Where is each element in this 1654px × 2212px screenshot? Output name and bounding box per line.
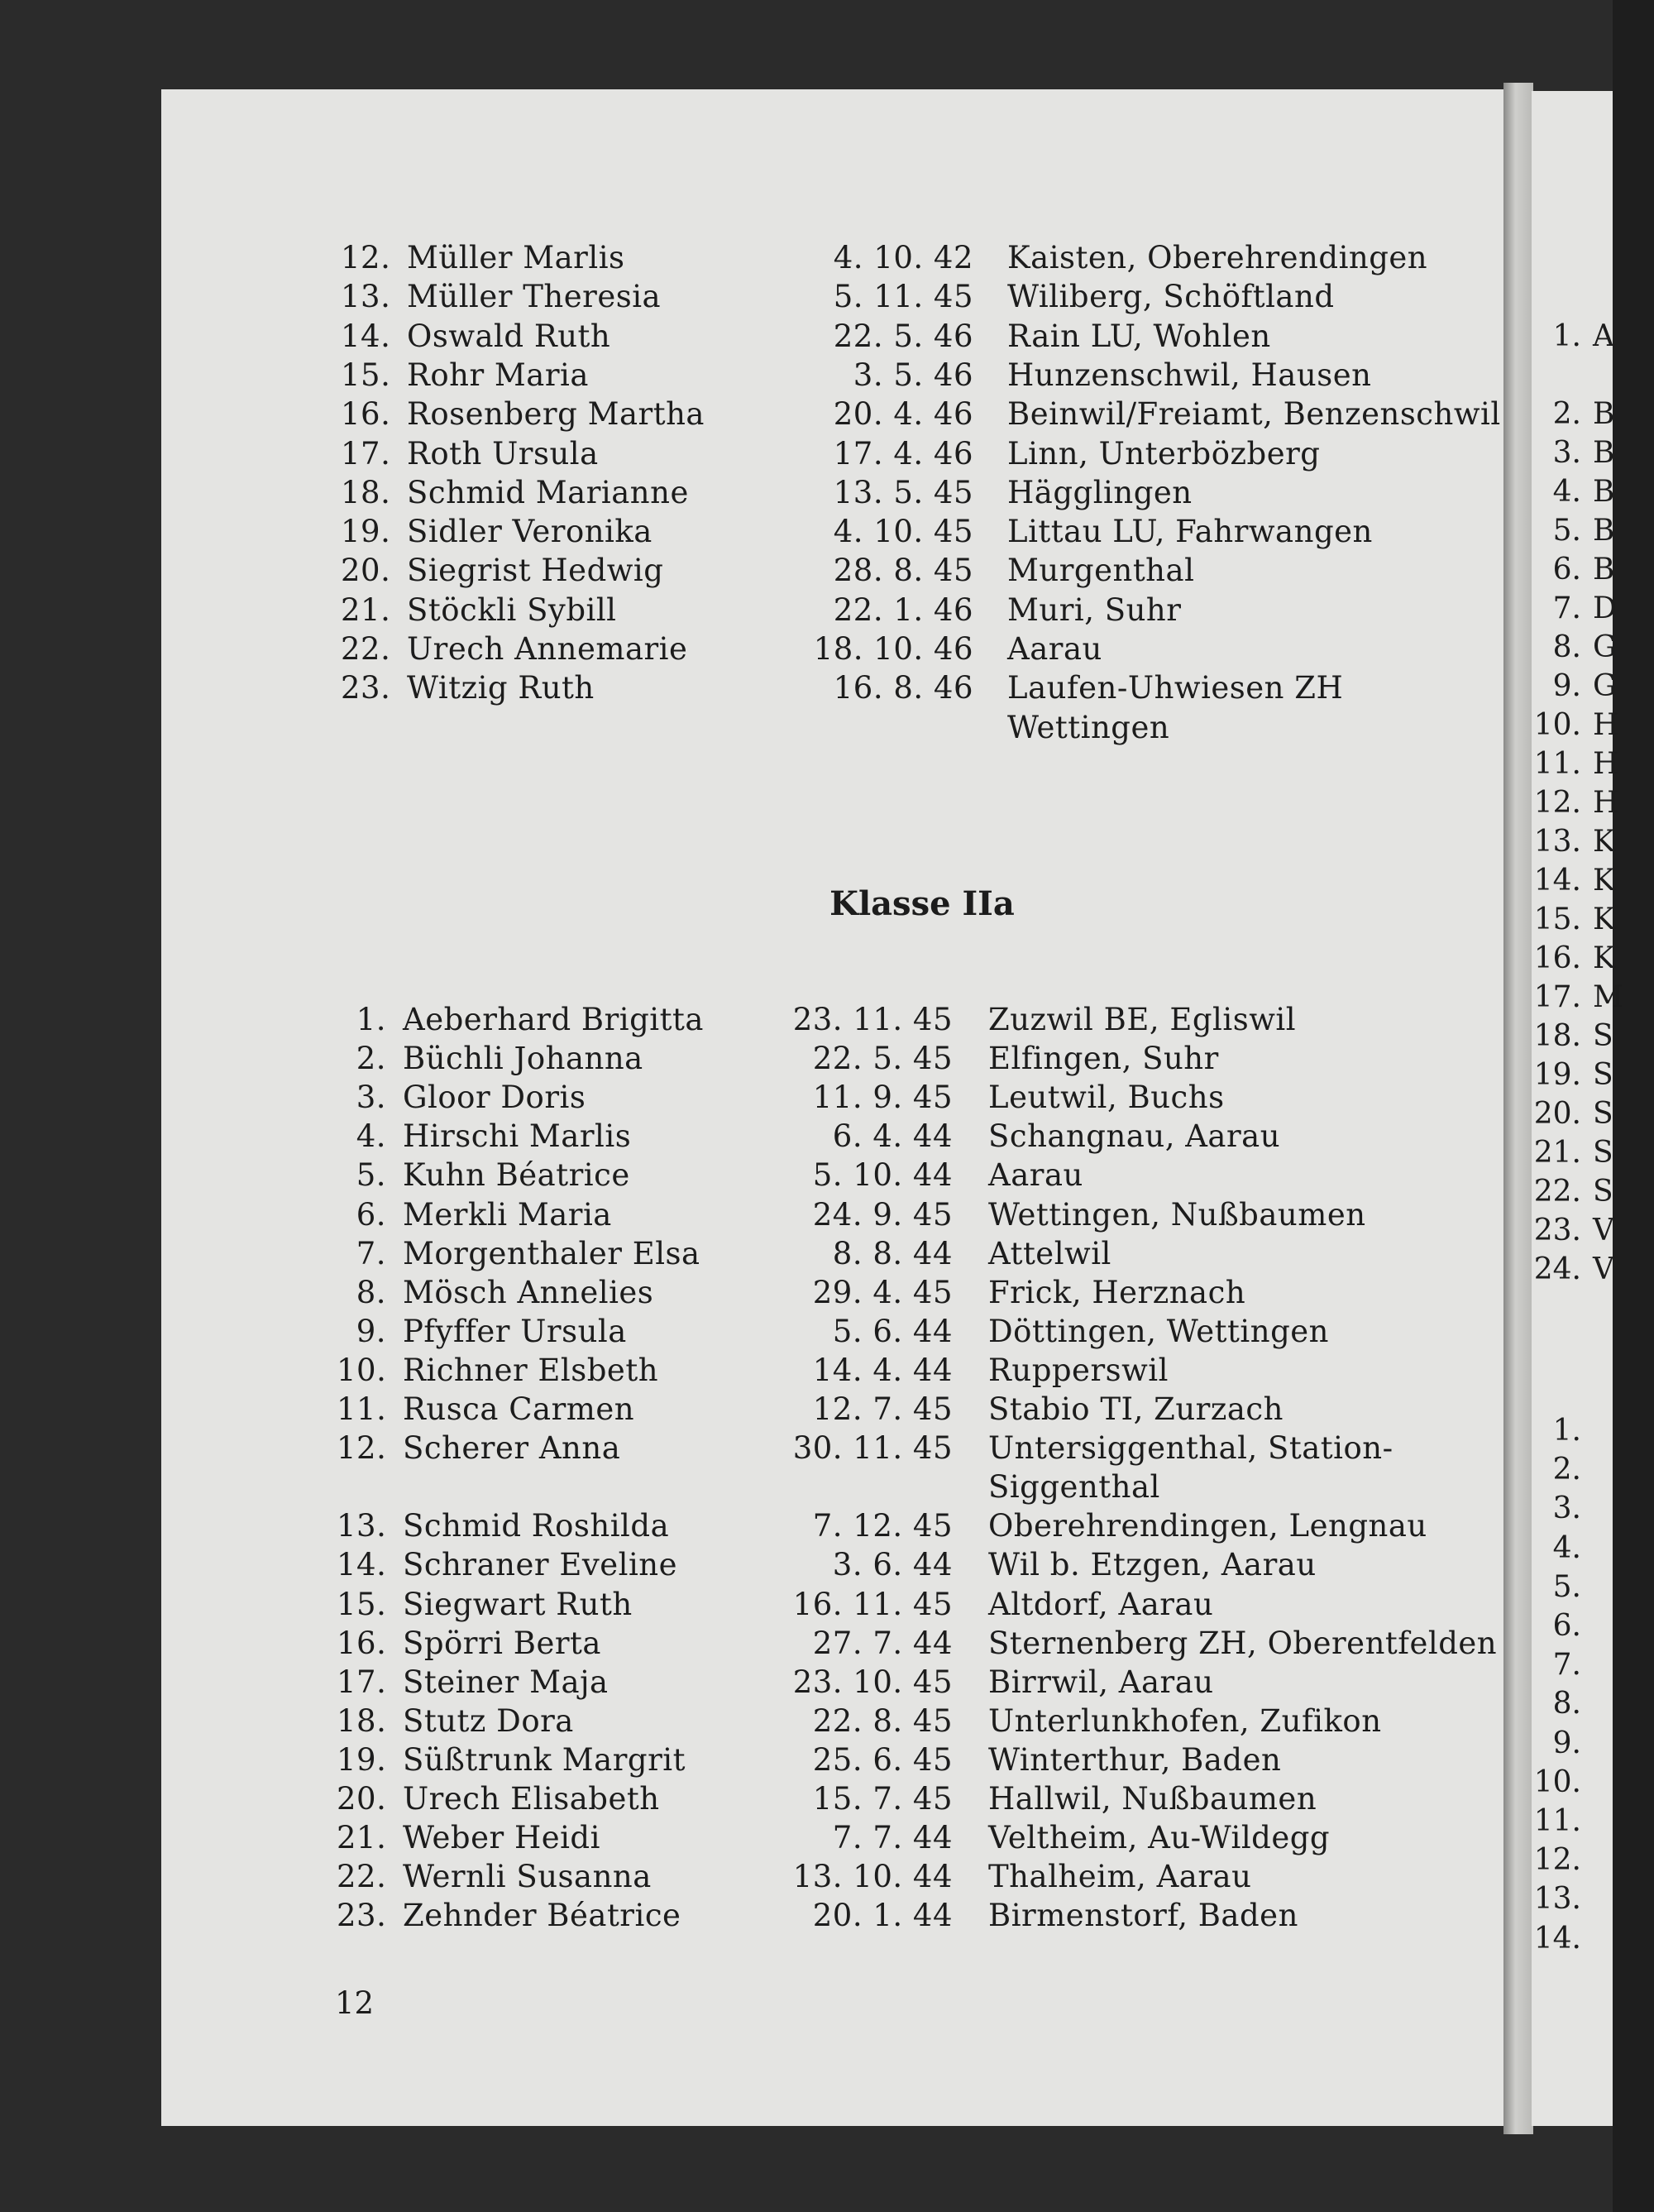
table-row — [0, 551, 1489, 590]
birth-date: 20. 1. 44 — [812, 1898, 953, 1934]
home-place: Hägglingen — [1007, 474, 1193, 510]
list-item — [1532, 1764, 1581, 1802]
entry-number: 7. — [1552, 591, 1581, 625]
home-place: Stabio TI, Zurzach — [988, 1391, 1284, 1427]
entry-number: 4. — [1552, 1530, 1581, 1565]
truncated-name: S — [1593, 1019, 1613, 1053]
entry-number: 13. — [1533, 1882, 1581, 1917]
table-row — [0, 1663, 1489, 1702]
student-name: Schmid Roshilda — [403, 1508, 670, 1544]
birth-date: 28. 8. 45 — [833, 553, 973, 589]
truncated-name: B — [1593, 436, 1615, 470]
list-item — [1532, 629, 1617, 667]
student-name: Urech Elisabeth — [403, 1781, 660, 1817]
entry-number: 5. — [1552, 1569, 1581, 1604]
birth-date: 15. 7. 45 — [812, 1781, 953, 1817]
list-item — [1532, 1017, 1613, 1056]
entry-number: 4. — [1552, 475, 1581, 509]
entry-number: 1. — [1552, 319, 1581, 353]
birth-date: 18. 10. 46 — [813, 631, 973, 667]
list-item — [1532, 1412, 1581, 1450]
entry-number: 21. — [1533, 1136, 1581, 1170]
table-row — [0, 1000, 1489, 1039]
home-place: Littau LU, Fahrwangen — [1007, 514, 1373, 550]
student-name: Stöckli Sybill — [407, 591, 617, 628]
truncated-name: S — [1593, 1175, 1613, 1209]
list-item — [1532, 512, 1614, 550]
birth-date: 29. 4. 45 — [812, 1274, 953, 1310]
next-page-edge — [1532, 91, 1623, 2126]
list-item — [1532, 1880, 1581, 1918]
home-place: Hunzenschwil, Hausen — [1007, 357, 1372, 393]
entry-number: 12. — [1533, 786, 1581, 820]
list-item — [1532, 551, 1614, 589]
list-item — [1532, 1251, 1614, 1289]
table-row — [0, 1545, 1489, 1584]
table-row — [0, 1195, 1489, 1234]
list-item — [1532, 1056, 1613, 1094]
table-row — [0, 591, 1489, 630]
entry-number: 16. — [1533, 941, 1581, 975]
home-place: Rupperswil — [988, 1352, 1169, 1388]
entry-number: 22. — [1533, 1175, 1581, 1209]
student-name: Morgenthaler Elsa — [403, 1235, 700, 1271]
entry-number: 14. — [1533, 864, 1581, 898]
entry-number: 12. — [337, 1430, 387, 1467]
entry-number: 6. — [1552, 1609, 1581, 1643]
birth-date: 7. 7. 44 — [832, 1820, 953, 1856]
list-item — [1532, 979, 1623, 1017]
entry-number: 14. — [341, 318, 391, 354]
birth-date: 22. 5. 45 — [812, 1041, 953, 1077]
entry-number: 11. — [1533, 747, 1581, 781]
table-row — [0, 1506, 1489, 1545]
table-row — [0, 238, 1489, 277]
home-place: Muri, Suhr — [1007, 591, 1182, 628]
entry-number: 10. — [1533, 1764, 1581, 1799]
home-place: Leutwil, Buchs — [988, 1080, 1225, 1116]
truncated-name: B — [1593, 553, 1615, 587]
student-name: Rusca Carmen — [403, 1391, 635, 1427]
entry-number: 14. — [337, 1547, 387, 1583]
student-name: Müller Marlis — [407, 240, 625, 275]
table-row — [0, 356, 1489, 395]
home-place: Wettingen, Nußbaumen — [988, 1196, 1366, 1233]
home-place: Thalheim, Aarau — [988, 1859, 1252, 1895]
entry-number: 5. — [356, 1157, 386, 1194]
list-item — [1532, 706, 1618, 745]
entry-number: 13. — [341, 279, 391, 315]
birth-date: 24. 9. 45 — [812, 1196, 953, 1233]
entry-number: 22. — [337, 1859, 387, 1895]
home-place: Aarau — [1007, 631, 1102, 667]
entry-number: 18. — [337, 1702, 387, 1739]
home-place: Beinwil/Freiamt, Benzenschwil — [1007, 396, 1501, 433]
table-row — [0, 1312, 1489, 1351]
entry-number: 23. — [1533, 1214, 1581, 1247]
table-row — [0, 1390, 1489, 1429]
student-name: Rohr Maria — [407, 357, 589, 393]
student-name: Urech Annemarie — [407, 631, 688, 667]
birth-date: 22. 1. 46 — [833, 591, 973, 628]
truncated-name: S — [1593, 1136, 1613, 1170]
home-place: Murgenthal — [1007, 553, 1195, 589]
truncated-name: K — [1593, 941, 1615, 975]
entry-number: 13. — [337, 1508, 387, 1544]
home-place: Sternenberg ZH, Oberentfelden — [988, 1625, 1498, 1661]
table-row — [0, 1039, 1489, 1078]
list-item — [1532, 1803, 1581, 1841]
student-name: Merkli Maria — [403, 1196, 612, 1233]
home-place: Winterthur, Baden — [988, 1741, 1282, 1778]
entry-number: 2. — [356, 1041, 386, 1077]
table-row — [0, 1117, 1489, 1156]
birth-date: 20. 4. 46 — [833, 396, 973, 433]
entry-number: 5. — [1552, 514, 1581, 548]
table-row — [0, 473, 1489, 512]
truncated-name: G — [1593, 669, 1617, 703]
student-name: Süßtrunk Margrit — [403, 1741, 686, 1778]
entry-number: 3. — [356, 1080, 386, 1116]
student-name: Rosenberg Martha — [407, 396, 705, 433]
student-name: Mösch Annelies — [403, 1274, 654, 1310]
truncated-name: H — [1593, 786, 1619, 820]
entry-number: 2. — [1552, 1453, 1581, 1487]
truncated-name: S — [1593, 1058, 1613, 1092]
birth-date: 3. 5. 46 — [853, 357, 973, 393]
birth-date: 11. 9. 45 — [812, 1080, 953, 1116]
list-item — [1532, 1095, 1613, 1133]
home-place: Birrwil, Aarau — [988, 1664, 1214, 1700]
entry-number: 1. — [1552, 1414, 1581, 1448]
list-item — [1532, 1725, 1581, 1763]
entry-number: 16. — [337, 1625, 387, 1661]
truncated-name: B — [1593, 397, 1615, 431]
student-name: Weber Heidi — [403, 1820, 600, 1856]
birth-date: 12. 7. 45 — [812, 1391, 953, 1427]
entry-number: 24. — [1533, 1252, 1581, 1286]
entry-number: 17. — [1533, 980, 1581, 1014]
entry-number: 20. — [337, 1781, 387, 1817]
entry-number: 1. — [356, 1002, 386, 1037]
student-name: Siegwart Ruth — [403, 1586, 633, 1622]
birth-date: 4. 10. 42 — [833, 240, 973, 275]
table-row — [0, 1234, 1489, 1273]
entry-number: 20. — [1533, 1097, 1581, 1131]
entry-number: 9. — [1552, 1726, 1581, 1760]
birth-date: 5. 11. 45 — [833, 279, 973, 315]
birth-date: 8. 8. 44 — [832, 1235, 953, 1271]
entry-number: 15. — [341, 357, 391, 393]
birth-date: 23. 10. 45 — [792, 1664, 953, 1700]
home-place: Veltheim, Au-Wildegg — [988, 1820, 1331, 1856]
table-row — [0, 1779, 1489, 1818]
entry-number: 23. — [341, 670, 391, 706]
student-name: Aeberhard Brigitta — [403, 1002, 704, 1037]
student-name: Oswald Ruth — [407, 318, 611, 354]
table-row — [0, 668, 1489, 707]
entry-number: 8. — [1552, 630, 1581, 664]
home-place: Altdorf, Aarau — [988, 1586, 1214, 1622]
entry-number: 12. — [1533, 1843, 1581, 1878]
home-place: Schangnau, Aarau — [988, 1118, 1281, 1155]
entry-number: 11. — [1533, 1804, 1581, 1838]
entry-number: 9. — [1552, 669, 1581, 703]
table-row — [0, 1702, 1489, 1740]
entry-number: 6. — [1552, 553, 1581, 587]
table-row — [0, 395, 1501, 433]
birth-date: 7. 12. 45 — [812, 1508, 953, 1544]
student-name: Gloor Doris — [403, 1080, 586, 1116]
list-item — [1532, 862, 1615, 900]
truncated-name: K — [1593, 864, 1615, 898]
list-item — [1532, 1212, 1614, 1250]
home-place: Attelwil — [988, 1235, 1111, 1271]
entry-number: 14. — [1533, 1921, 1581, 1956]
entry-number: 21. — [341, 591, 391, 628]
truncated-name: K — [1593, 903, 1615, 936]
table-row — [0, 1351, 1489, 1390]
truncated-name: H — [1593, 708, 1619, 742]
student-name: Zehnder Béatrice — [403, 1898, 681, 1934]
home-place: Zuzwil BE, Egliswil — [988, 1002, 1297, 1037]
birth-date: 5. 10. 44 — [812, 1157, 953, 1194]
student-name: Büchli Johanna — [403, 1041, 643, 1077]
entry-number: 23. — [337, 1898, 387, 1934]
entry-number: 15. — [337, 1586, 387, 1622]
entry-number: 9. — [356, 1313, 386, 1349]
entry-number: 19. — [337, 1741, 387, 1778]
home-place: Rain LU, Wohlen — [1007, 318, 1271, 354]
truncated-name: M — [1593, 980, 1623, 1014]
truncated-name: V — [1593, 1252, 1614, 1286]
student-name: Kuhn Béatrice — [403, 1157, 630, 1194]
entry-number: 4. — [356, 1118, 386, 1155]
place-continuation: Wettingen — [1007, 709, 1170, 745]
entry-number: 11. — [337, 1391, 387, 1427]
table-row — [0, 1156, 1489, 1195]
home-place: Linn, Unterbözberg — [1007, 435, 1321, 472]
list-item — [1532, 940, 1615, 978]
birth-date: 23. 11. 45 — [792, 1002, 953, 1037]
list-item — [1532, 395, 1614, 433]
truncated-name: D — [1593, 591, 1617, 625]
student-name: Schmid Marianne — [407, 474, 689, 510]
entry-number: 22. — [341, 631, 391, 667]
birth-date: 22. 5. 46 — [833, 318, 973, 354]
birth-date: 16. 8. 46 — [833, 670, 973, 706]
birth-date: 16. 11. 45 — [792, 1586, 953, 1622]
student-name: Pfyffer Ursula — [403, 1313, 627, 1349]
list-item — [1532, 1568, 1581, 1606]
entry-number: 8. — [1552, 1687, 1581, 1721]
student-name: Hirschi Marlis — [403, 1118, 632, 1155]
entry-number: 7. — [1552, 1648, 1581, 1683]
birth-date: 14. 4. 44 — [812, 1352, 953, 1388]
table-row — [0, 434, 1489, 473]
list-item — [1532, 1685, 1581, 1723]
list-item — [1532, 784, 1618, 822]
list-item — [1532, 1920, 1581, 1958]
truncated-name: S — [1593, 1097, 1613, 1131]
home-place: Wiliberg, Schöftland — [1007, 279, 1335, 315]
place-continuation: Siggenthal — [988, 1469, 1160, 1506]
list-item — [1532, 1451, 1581, 1489]
home-place: Untersiggenthal, Station- — [988, 1430, 1393, 1467]
birth-date: 30. 11. 45 — [792, 1430, 953, 1467]
birth-date: 13. 10. 44 — [792, 1859, 953, 1895]
home-place: Elfingen, Suhr — [988, 1041, 1219, 1077]
entry-number: 12. — [341, 240, 391, 275]
birth-date: 27. 7. 44 — [812, 1625, 953, 1661]
list-item — [1532, 434, 1614, 472]
entry-number: 17. — [341, 435, 391, 472]
entry-number: 17. — [337, 1664, 387, 1700]
entry-number: 8. — [356, 1274, 386, 1310]
list-item — [1532, 1530, 1581, 1568]
entry-number: 7. — [356, 1235, 386, 1271]
birth-date: 13. 5. 45 — [833, 474, 973, 510]
entry-number: 3. — [1552, 1491, 1581, 1526]
birth-date: 17. 4. 46 — [833, 435, 973, 472]
entry-number: 10. — [1533, 708, 1581, 742]
table-row — [0, 1078, 1489, 1117]
list-item — [1532, 1134, 1613, 1172]
birth-date: 6. 4. 44 — [832, 1118, 953, 1155]
table-row — [0, 277, 1489, 316]
student-name: Roth Ursula — [407, 435, 599, 472]
list-item — [1532, 318, 1614, 356]
entry-number: 18. — [341, 474, 391, 510]
student-name: Scherer Anna — [403, 1430, 621, 1467]
entry-number: 20. — [341, 553, 391, 589]
home-place: Wil b. Etzgen, Aarau — [988, 1547, 1317, 1583]
entry-number: 21. — [337, 1820, 387, 1856]
list-item — [1532, 745, 1618, 783]
home-place: Birmenstorf, Baden — [988, 1898, 1298, 1934]
table-row — [0, 1624, 1498, 1663]
list-item — [1532, 1173, 1613, 1211]
table-row — [0, 1585, 1489, 1624]
table-row — [0, 512, 1489, 551]
list-item — [1532, 473, 1614, 511]
truncated-name: H — [1593, 747, 1619, 781]
scanner-background — [1613, 0, 1654, 2212]
truncated-name: G — [1593, 630, 1617, 664]
list-item — [1532, 1646, 1581, 1684]
list-item — [1532, 823, 1615, 861]
home-place: Frick, Herznach — [988, 1274, 1246, 1310]
section-heading: Klasse IIa — [829, 884, 1015, 923]
home-place: Hallwil, Nußbaumen — [988, 1781, 1317, 1817]
entry-number: 16. — [341, 396, 391, 433]
list-item — [1532, 901, 1615, 939]
student-name: Sidler Veronika — [407, 514, 653, 550]
entry-number: 15. — [1533, 903, 1581, 936]
table-row — [0, 630, 1489, 668]
table-row — [0, 1429, 1489, 1467]
truncated-name: B — [1593, 514, 1615, 548]
list-item — [1532, 1607, 1581, 1645]
student-name: Siegrist Hedwig — [407, 553, 664, 589]
table-row — [0, 317, 1489, 356]
student-name: Witzig Ruth — [407, 670, 595, 706]
student-name: Schraner Eveline — [403, 1547, 678, 1583]
home-place: Kaisten, Oberehrendingen — [1007, 240, 1428, 275]
student-name: Stutz Dora — [403, 1702, 574, 1739]
table-row — [0, 1857, 1489, 1896]
student-name: Müller Theresia — [407, 279, 662, 315]
home-place: Döttingen, Wettingen — [988, 1313, 1329, 1349]
list-item — [1532, 668, 1617, 706]
entry-number: 19. — [1533, 1058, 1581, 1092]
entry-number: 6. — [356, 1196, 386, 1233]
home-place: Unterlunkhofen, Zufikon — [988, 1702, 1382, 1739]
list-item — [1532, 590, 1617, 628]
birth-date: 4. 10. 45 — [833, 514, 973, 550]
home-place: Aarau — [988, 1157, 1083, 1194]
student-name: Spörri Berta — [403, 1625, 601, 1661]
birth-date: 22. 8. 45 — [812, 1702, 953, 1739]
home-place: Laufen-Uhwiesen ZH — [1007, 670, 1344, 706]
entry-number: 2. — [1552, 397, 1581, 431]
birth-date: 5. 6. 44 — [832, 1313, 953, 1349]
table-row — [0, 1273, 1489, 1312]
entry-number: 3. — [1552, 436, 1581, 470]
entry-number: 19. — [341, 514, 391, 550]
book-gutter — [1503, 83, 1533, 2134]
table-row — [0, 1818, 1489, 1857]
table-row — [0, 1896, 1489, 1935]
student-name: Richner Elsbeth — [403, 1352, 659, 1388]
list-item — [1532, 1490, 1581, 1528]
page-number: 12 — [335, 1985, 375, 2021]
list-item — [1532, 1841, 1581, 1879]
home-place: Oberehrendingen, Lengnau — [988, 1508, 1427, 1544]
birth-date: 25. 6. 45 — [812, 1741, 953, 1778]
table-row — [0, 1740, 1489, 1779]
entry-number: 13. — [1533, 825, 1581, 859]
student-name: Wernli Susanna — [403, 1859, 652, 1895]
birth-date: 3. 6. 44 — [832, 1547, 953, 1583]
truncated-name: K — [1593, 825, 1615, 859]
truncated-name: V — [1593, 1214, 1614, 1247]
entry-number: 18. — [1533, 1019, 1581, 1053]
truncated-name: A — [1593, 319, 1614, 353]
entry-number: 10. — [337, 1352, 387, 1388]
student-name: Steiner Maja — [403, 1664, 609, 1700]
truncated-name: B — [1593, 475, 1615, 509]
